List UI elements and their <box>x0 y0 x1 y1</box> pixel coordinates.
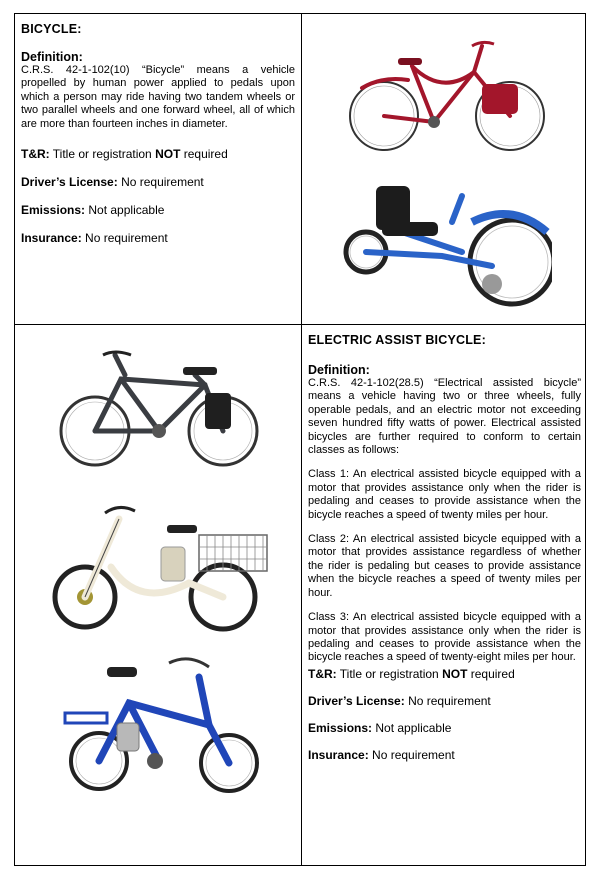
bicycle-license-row <box>21 175 295 189</box>
bicycle-heading: BICYCLE: <box>21 22 82 36</box>
dark-electric-bicycle-image <box>55 345 265 469</box>
electric-assist-insurance-label: Insurance: <box>308 747 369 762</box>
bicycle-insurance-label: Insurance: <box>21 231 82 246</box>
bicycle-tr-label: T&R: <box>21 147 50 162</box>
red-bicycle-image <box>342 36 552 156</box>
electric-assist-insurance-row <box>308 748 581 762</box>
blue-folding-electric-bicycle-image <box>59 653 265 799</box>
electric-assist-license-label: Driver’s License: <box>308 693 405 708</box>
bicycle-emissions-row <box>21 203 295 217</box>
blue-tricycle-image <box>342 182 552 314</box>
electric-assist-definition-label: Definition: <box>308 363 370 377</box>
bicycle-emissions-label: Emissions: <box>21 203 86 218</box>
bicycle-tr-row <box>21 147 295 161</box>
electric-assist-tr-pre: Title or registration <box>339 666 443 681</box>
electric-assist-info-cell <box>302 325 586 866</box>
electric-assist-emissions-value: Not applicable <box>375 720 452 735</box>
bicycle-tr-post: required <box>180 147 228 162</box>
electric-assist-class-2: Class 2: An electrical assisted bicycle equipped with a motor that provides assistance regardless of whether the rider is pedaling but ceases to provide assistance when the bicycle reaches a speed of twenty miles per hour. <box>308 533 581 599</box>
electric-assist-tr-strong: NOT <box>442 666 468 681</box>
electric-assist-definition-text: C.R.S. 42-1-102(28.5) “Electrical assisted bicycle” means a vehicle having two or three wheels, fully operable pedals, and an electric motor not exceeding seven hundred fifty watts of power. Electrical assisted bicycles are further required to conform to certain classes as follows: <box>308 377 581 457</box>
electric-assist-class-3: Class 3: An electrical assisted bicycle equipped with a motor that provides assistance only when the rider is pedaling and ceases to provide assistance when the bicycle reaches a speed of twenty-eight miles per hour. <box>308 611 581 664</box>
bicycle-insurance-row <box>21 231 295 245</box>
electric-assist-tr-post: required <box>467 666 515 681</box>
electric-assist-tr-row <box>308 667 581 681</box>
electric-assist-heading: ELECTRIC ASSIST BICYCLE: <box>308 333 486 347</box>
electric-assist-license-value: No requirement <box>408 693 491 708</box>
bicycle-insurance-value: No requirement <box>85 231 168 246</box>
bicycle-tr-pre: Title or registration <box>52 147 156 162</box>
bicycle-info-cell <box>15 14 301 324</box>
bicycle-definition-text: C.R.S. 42-1-102(10) “Bicycle” means a vehicle propelled by human power applied to pedals upon which a person may ride having two tandem wheels or two parallel wheels and one forward wheel, all of which are more than fourteen inches in diameter. <box>21 64 295 130</box>
bicycle-definition-label: Definition: <box>21 50 83 64</box>
electric-assist-license-row <box>308 694 581 708</box>
bicycle-tr-strong: NOT <box>155 147 181 162</box>
electric-assist-class-1: Class 1: An electrical assisted bicycle equipped with a motor that provides assistance only when the rider is pedaling and ceases to provide assistance when the bicycle reaches a speed of twenty miles per hour. <box>308 468 581 521</box>
cream-electric-tricycle-image <box>49 499 271 639</box>
electric-bicycle-images-cell <box>15 325 301 866</box>
bicycle-license-label: Driver’s License: <box>21 175 118 190</box>
electric-assist-emissions-row <box>308 721 581 735</box>
electric-assist-insurance-value: No requirement <box>372 747 455 762</box>
vehicle-table <box>14 13 586 866</box>
electric-assist-tr-label: T&R: <box>308 666 337 681</box>
bicycle-license-value: No requirement <box>121 175 204 190</box>
bicycle-emissions-value: Not applicable <box>88 203 165 218</box>
bicycle-images-cell <box>302 14 586 324</box>
electric-assist-emissions-label: Emissions: <box>308 720 373 735</box>
